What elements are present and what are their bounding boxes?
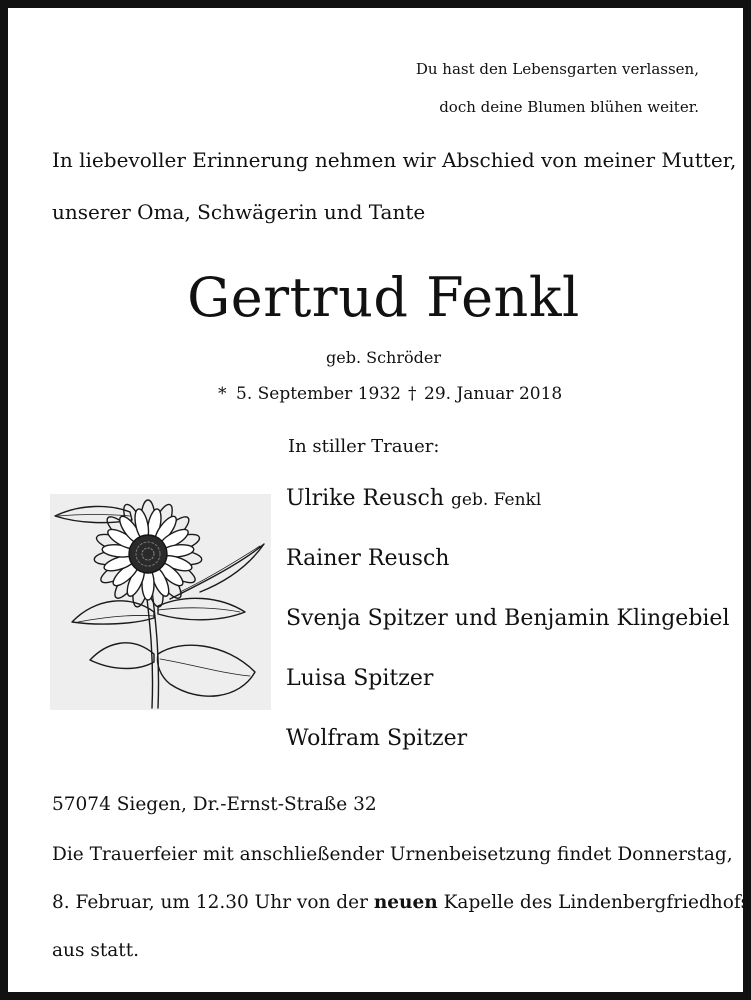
deceased-name: Gertrud Fenkl	[187, 266, 580, 329]
sunflower-image	[50, 494, 271, 710]
ceremony-line-2-end: Kapelle des Lindenbergfriedhofs	[437, 892, 751, 913]
ceremony-emphasis: neuen	[373, 892, 438, 913]
mourner-svenja-benjamin: Svenja Spitzer und Benjamin Klingebiel	[286, 606, 730, 631]
death-date: 29. Januar 2018	[424, 384, 563, 404]
sunflower-icon	[50, 494, 271, 710]
birth-name: geb. Schröder	[326, 348, 441, 367]
mourner-wolfram: Wolfram Spitzer	[286, 726, 468, 751]
intro-line-2: unserer Oma, Schwägerin und Tante	[52, 200, 426, 224]
mourner-rainer: Rainer Reusch	[286, 546, 450, 571]
birth-date: 5. September 1932	[236, 384, 401, 404]
ceremony-line-1: Die Trauerfeier mit anschließender Urnenbeisetzung findet Donnerstag,	[52, 844, 733, 865]
born-symbol: *	[218, 384, 227, 404]
ceremony-line-2	[52, 892, 750, 913]
address: 57074 Siegen, Dr.-Ernst-Straße 32	[52, 794, 377, 815]
motto-line-2: doch deine Blumen blühen weiter.	[439, 98, 699, 116]
mourners-heading: In stiller Trauer:	[288, 436, 440, 457]
intro-line-1: In liebevoller Erinnerung nehmen wir Abschied von meiner Mutter,	[52, 148, 737, 172]
mourner-luisa: Luisa Spitzer	[286, 666, 434, 691]
death-symbol: †	[408, 384, 417, 404]
ceremony-line-3: aus statt.	[52, 940, 140, 961]
mourner-ulrike	[286, 486, 541, 511]
ceremony-line-2-start: 8. Februar, um 12.30 Uhr von der	[52, 892, 374, 913]
motto-line-1: Du hast den Lebensgarten verlassen,	[415, 60, 699, 78]
mourner-name: Ulrike Reusch	[286, 486, 445, 511]
mourner-note: geb. Fenkl	[451, 490, 542, 510]
